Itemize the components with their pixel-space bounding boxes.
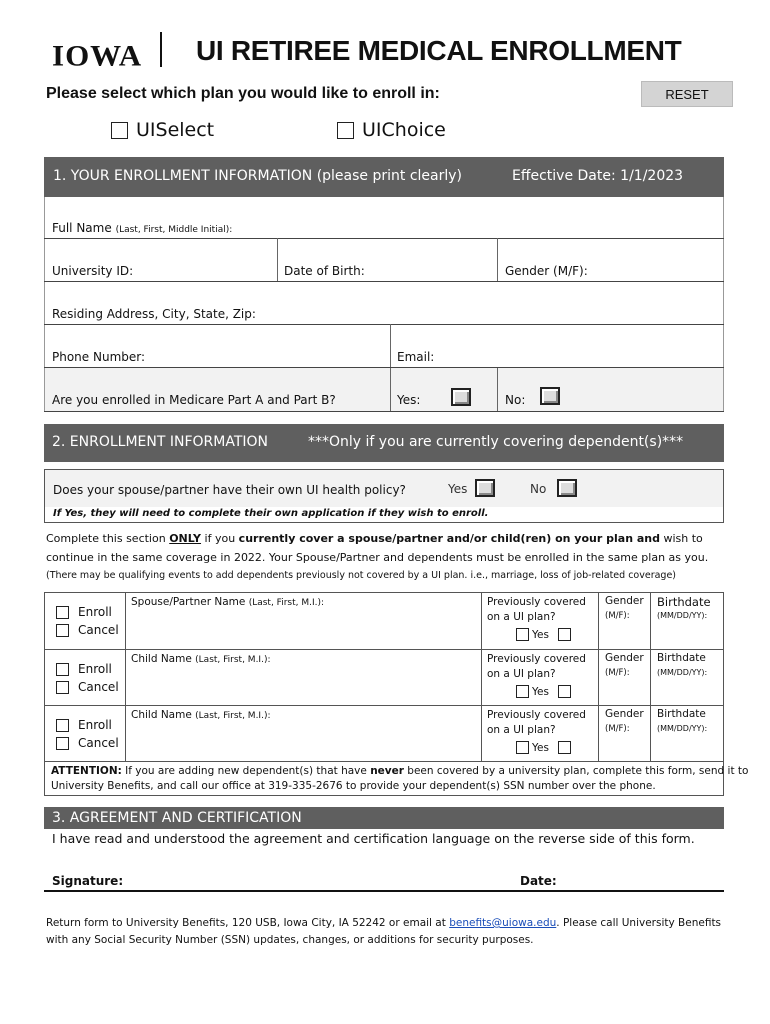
previously-covered-label: Previously covered on a UI plan? bbox=[487, 709, 586, 736]
previously-covered-yes[interactable] bbox=[516, 685, 571, 698]
prev-no-checkbox[interactable] bbox=[558, 685, 571, 698]
cancel-label: Cancel bbox=[78, 736, 119, 750]
iowa-logo: IOWA bbox=[52, 38, 143, 73]
gender-label: Gender bbox=[605, 595, 644, 607]
prev-no-checkbox[interactable] bbox=[558, 628, 571, 641]
section2-title: 2. ENROLLMENT INFORMATION bbox=[52, 434, 269, 450]
id-row-line bbox=[44, 281, 724, 282]
full-name-label: Full Name (Last, First, Middle Initial): bbox=[52, 221, 233, 235]
table-col-1 bbox=[125, 592, 126, 762]
medicare-divider-1 bbox=[390, 368, 391, 411]
effective-date: Effective Date: 1/1/2023 bbox=[512, 168, 684, 184]
dependent-name-label: Child Name (Last, First, M.I.): bbox=[131, 653, 271, 665]
birthdate-hint: (MM/DD/YY): bbox=[657, 724, 708, 733]
dependent-name-label: Spouse/Partner Name (Last, First, M.I.): bbox=[131, 596, 325, 608]
gender-hint: (M/F): bbox=[605, 724, 630, 734]
birthdate-label: Birthdate bbox=[657, 595, 711, 609]
spouse-question-box bbox=[44, 469, 724, 523]
section1-header bbox=[44, 157, 724, 197]
signature-line bbox=[44, 890, 724, 892]
section2-note: ***Only if you are currently covering dependent(s)*** bbox=[308, 434, 684, 450]
medicare-no-label: No: bbox=[505, 393, 526, 407]
attention-line2: University Benefits, and call our office at 319-335-2676 to provide your dependent(s) SSN number over the phone. bbox=[51, 780, 656, 792]
gender-hint: (M/F): bbox=[605, 668, 630, 678]
university-id-label: University ID: bbox=[52, 264, 134, 278]
prev-yes-checkbox[interactable] bbox=[516, 628, 529, 641]
spouse-yes-checkbox[interactable] bbox=[475, 479, 495, 497]
instructions-line3: (There may be qualifying events to add dependents previously not covered by a UI plan. i.e., marriage, loss of job-related coverage) bbox=[46, 570, 677, 581]
logo-divider bbox=[160, 32, 162, 67]
plan-uiselect[interactable] bbox=[111, 119, 214, 141]
spouse-no-label: No bbox=[530, 482, 547, 496]
benefits-email-link[interactable]: benefits@uiowa.edu bbox=[449, 917, 557, 929]
plan-uichoice[interactable] bbox=[337, 119, 446, 141]
uichoice-label: UIChoice bbox=[362, 119, 446, 141]
table-col-2 bbox=[481, 592, 482, 762]
table-col-3 bbox=[598, 592, 599, 762]
date-label: Date: bbox=[520, 874, 557, 888]
instructions-line2: continue in the same coverage in 2022. Your Spouse/Partner and dependents must be enrolled in the same plan as you. bbox=[46, 551, 709, 564]
cancel-label: Cancel bbox=[78, 680, 119, 694]
medicare-question: Are you enrolled in Medicare Part A and Part B? bbox=[52, 393, 336, 407]
full-name-line bbox=[44, 238, 724, 239]
gender-label: Gender bbox=[605, 652, 644, 664]
medicare-divider-2 bbox=[497, 368, 498, 411]
previously-covered-label: Previously covered on a UI plan? bbox=[487, 596, 586, 623]
previously-covered-yes[interactable] bbox=[516, 628, 571, 641]
table-col-4 bbox=[650, 592, 651, 762]
email-label: Email: bbox=[397, 350, 435, 364]
attention-line1: ATTENTION: If you are adding new dependent(s) that have never been covered by a university plan, complete this form, send it to bbox=[51, 765, 749, 777]
cancel-option[interactable] bbox=[56, 623, 119, 637]
enroll-checkbox[interactable] bbox=[56, 719, 69, 732]
spouse-yes-label: Yes bbox=[448, 482, 468, 496]
medicare-yes-checkbox[interactable] bbox=[451, 388, 471, 406]
table-row-line-2 bbox=[44, 705, 724, 706]
reset-button[interactable]: RESET bbox=[641, 81, 733, 107]
prev-yes-label: Yes bbox=[532, 685, 549, 698]
gender-label: Gender bbox=[605, 708, 644, 720]
page-title: UI RETIREE MEDICAL ENROLLMENT bbox=[196, 35, 682, 66]
plan-prompt: Please select which plan you would like to enroll in: bbox=[46, 85, 440, 102]
birthdate-label: Birthdate bbox=[657, 652, 706, 664]
medicare-line bbox=[44, 411, 724, 412]
table-row-line-1 bbox=[44, 649, 724, 650]
birthdate-label: Birthdate bbox=[657, 708, 706, 720]
uichoice-checkbox[interactable] bbox=[337, 122, 354, 139]
enroll-label: Enroll bbox=[78, 662, 112, 676]
dependent-name-label: Child Name (Last, First, M.I.): bbox=[131, 709, 271, 721]
prev-yes-checkbox[interactable] bbox=[516, 685, 529, 698]
prev-yes-label: Yes bbox=[532, 741, 549, 754]
cancel-checkbox[interactable] bbox=[56, 737, 69, 750]
phone-label: Phone Number: bbox=[52, 350, 146, 364]
enroll-option[interactable] bbox=[56, 718, 112, 732]
uiselect-checkbox[interactable] bbox=[111, 122, 128, 139]
medicare-yes-label: Yes: bbox=[397, 393, 421, 407]
birthdate-hint: (MM/DD/YY): bbox=[657, 611, 708, 620]
dob-divider bbox=[497, 238, 498, 281]
spouse-question: Does your spouse/partner have their own UI health policy? bbox=[53, 483, 406, 497]
uiselect-label: UISelect bbox=[136, 119, 215, 141]
signature-label: Signature: bbox=[52, 874, 124, 888]
cancel-checkbox[interactable] bbox=[56, 681, 69, 694]
address-line bbox=[44, 324, 724, 325]
cancel-option[interactable] bbox=[56, 736, 119, 750]
enroll-option[interactable] bbox=[56, 605, 112, 619]
instructions-line1: Complete this section ONLY if you currently cover a spouse/partner and/or child(ren) on your plan and wish to bbox=[46, 532, 703, 545]
previously-covered-yes[interactable] bbox=[516, 741, 571, 754]
prev-yes-label: Yes bbox=[532, 628, 549, 641]
enroll-option[interactable] bbox=[56, 662, 112, 676]
section1-title: 1. YOUR ENROLLMENT INFORMATION (please print clearly) bbox=[53, 168, 463, 184]
gender-hint: (M/F): bbox=[605, 611, 630, 621]
prev-yes-checkbox[interactable] bbox=[516, 741, 529, 754]
section2-header bbox=[44, 424, 724, 462]
section3-header bbox=[44, 807, 724, 829]
enroll-label: Enroll bbox=[78, 718, 112, 732]
footer-line2: with any Social Security Number (SSN) updates, changes, or additions for security purposes. bbox=[46, 934, 534, 946]
section3-title: 3. AGREEMENT AND CERTIFICATION bbox=[52, 810, 302, 826]
section1-right-border bbox=[723, 197, 724, 411]
cancel-option[interactable] bbox=[56, 680, 119, 694]
dob-label: Date of Birth: bbox=[284, 264, 365, 278]
spouse-no-checkbox[interactable] bbox=[557, 479, 577, 497]
gender-label: Gender (M/F): bbox=[505, 264, 588, 278]
previously-covered-label: Previously covered on a UI plan? bbox=[487, 653, 586, 680]
footer-line1: Return form to University Benefits, 120 USB, Iowa City, IA 52242 or email at benefits@uiowa.edu. Please call University Benefits bbox=[46, 917, 722, 929]
id-divider bbox=[277, 238, 278, 281]
if-yes-note: If Yes, they will need to complete their own application if they wish to enroll. bbox=[53, 508, 489, 519]
medicare-no-checkbox[interactable] bbox=[540, 387, 560, 405]
enroll-checkbox[interactable] bbox=[56, 663, 69, 676]
agreement-text: I have read and understood the agreement and certification language on the reverse side of this form. bbox=[52, 831, 695, 846]
prev-no-checkbox[interactable] bbox=[558, 741, 571, 754]
cancel-label: Cancel bbox=[78, 623, 119, 637]
cancel-checkbox[interactable] bbox=[56, 624, 69, 637]
enroll-checkbox[interactable] bbox=[56, 606, 69, 619]
enroll-label: Enroll bbox=[78, 605, 112, 619]
address-label: Residing Address, City, State, Zip: bbox=[52, 307, 256, 321]
birthdate-hint: (MM/DD/YY): bbox=[657, 668, 708, 677]
